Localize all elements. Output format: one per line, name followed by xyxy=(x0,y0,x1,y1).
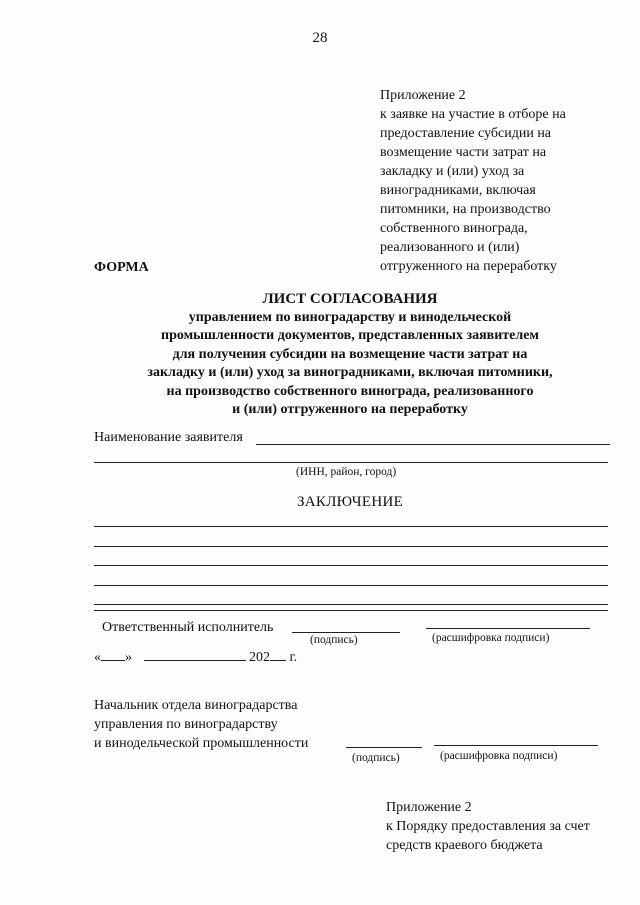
appendix-top-line: предоставление субсидии на xyxy=(380,126,552,141)
appendix-top-line: к заявке на участие в отборе на xyxy=(380,107,566,122)
appendix-top-line: Приложение 2 xyxy=(380,88,466,103)
head-of-department-block xyxy=(94,696,308,753)
date-year-blank[interactable] xyxy=(270,660,286,661)
conclusion-line[interactable] xyxy=(94,526,608,527)
conclusion-title: ЗАКЛЮЧЕНИЕ xyxy=(296,494,404,510)
page-number: 28 xyxy=(312,30,328,46)
title-line: промышленности документов, представленных заявителем xyxy=(161,328,539,343)
applicant-name-label: Наименование заявителя xyxy=(94,430,243,445)
responsible-decoding-line[interactable] xyxy=(426,628,590,629)
responsible-executor-label: Ответственный исполнитель xyxy=(102,620,274,635)
head-decoding-caption: (расшифровка подписи) xyxy=(440,750,558,762)
responsible-decoding-caption: (расшифровка подписи) xyxy=(432,632,550,644)
appendix-top-line: виноградниками, включая xyxy=(380,183,536,198)
head-decoding-line[interactable] xyxy=(434,745,598,746)
responsible-signature-line[interactable] xyxy=(292,632,400,633)
head-signature-caption: (подпись) xyxy=(352,752,400,764)
applicant-caption: (ИНН, район, город) xyxy=(296,466,397,478)
head-title-line: и винодельческой промышленности xyxy=(94,736,309,751)
conclusion-line[interactable] xyxy=(94,585,608,586)
date-month-blank[interactable] xyxy=(144,660,246,661)
title-main: ЛИСТ СОГЛАСОВАНИЯ xyxy=(262,291,438,307)
date-open-quote: « xyxy=(94,650,101,665)
date-year-prefix: 202 xyxy=(249,650,270,665)
appendix-bottom-line: к Порядку предоставления за счет xyxy=(386,819,590,834)
conclusion-line[interactable] xyxy=(94,565,608,566)
title-line: и (или) отгруженного на переработку xyxy=(232,402,468,417)
appendix-top-line: реализованного и (или) xyxy=(380,240,520,255)
head-signature-line[interactable] xyxy=(346,747,422,748)
title-line: закладку и (или) уход за виноградниками, включая питомники, xyxy=(147,365,553,380)
appendix-top-line: отгруженного на переработку xyxy=(380,259,557,274)
title-line: для получения субсидии на возмещение части затрат на xyxy=(172,346,528,362)
applicant-name-line-2[interactable] xyxy=(94,462,608,463)
conclusion-line[interactable] xyxy=(94,604,608,605)
appendix-top-line: питомники, на производство xyxy=(380,202,551,217)
appendix-bottom-line: средств краевого бюджета xyxy=(386,838,543,853)
date-year-suffix: г. xyxy=(289,650,298,665)
appendix-top-line: закладку и (или) уход за xyxy=(380,164,525,179)
date-close-quote: » xyxy=(125,650,132,665)
conclusion-line[interactable] xyxy=(94,610,608,611)
title-line: управлением по виноградарству и винодельческой xyxy=(188,309,512,325)
document-title xyxy=(80,290,620,420)
appendix-note-bottom xyxy=(386,798,590,855)
applicant-name-line-1[interactable] xyxy=(256,444,610,445)
title-line: на производство собственного винограда, реализованного xyxy=(166,383,534,399)
head-title-line: Начальник отдела виноградарства xyxy=(94,698,298,713)
date-line xyxy=(94,650,297,666)
appendix-bottom-line: Приложение 2 xyxy=(386,800,472,815)
date-day-blank[interactable] xyxy=(101,660,125,661)
head-title-line: управления по виноградарству xyxy=(94,717,278,732)
conclusion-line[interactable] xyxy=(94,546,608,547)
responsible-signature-caption: (подпись) xyxy=(310,634,358,646)
appendix-top-line: возмещение части затрат на xyxy=(380,145,547,160)
appendix-note-top xyxy=(380,86,630,276)
form-label: ФОРМА xyxy=(94,260,149,275)
appendix-top-line: собственного винограда, xyxy=(380,221,528,236)
